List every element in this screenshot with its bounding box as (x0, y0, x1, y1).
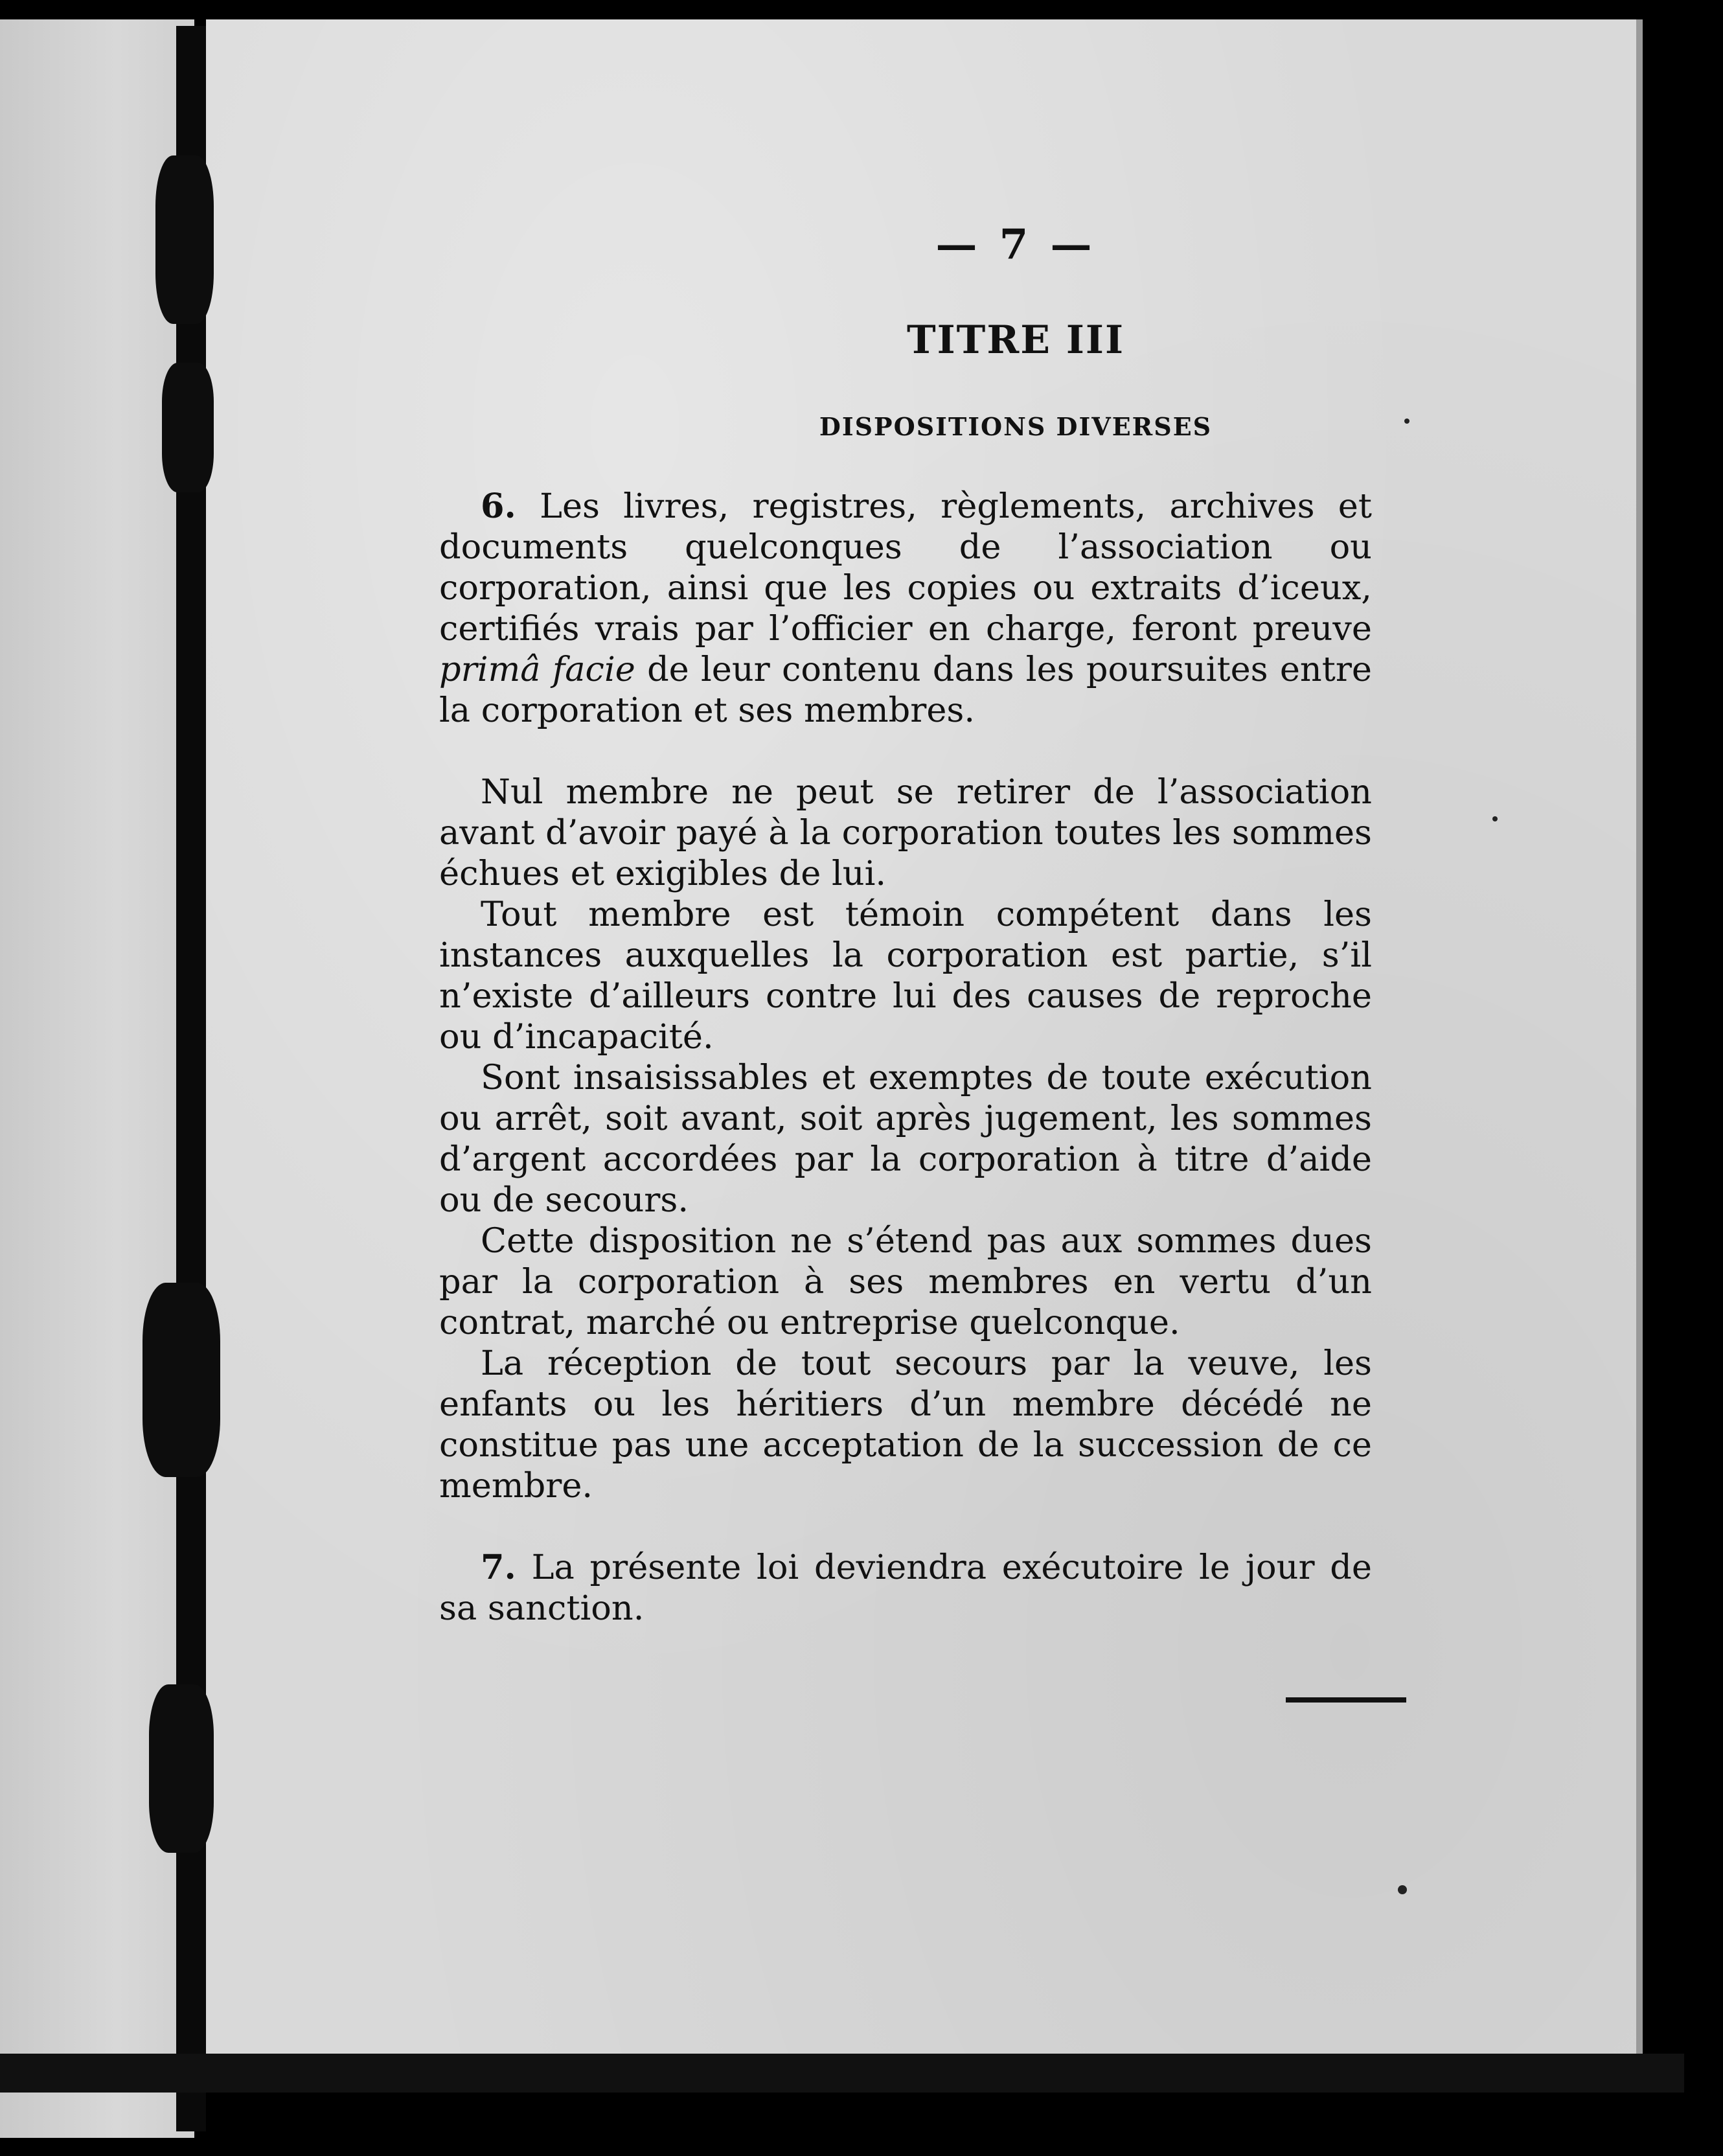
paragraph: Sont insaisissables et exemptes de toute exécution ou arrêt, soit avant, soit après jugement, les sommes d’argent accordées par la corporation à titre d’aide ou de secours. (439, 1058, 1372, 1220)
article-number: 6. (481, 487, 516, 526)
article-7-paragraph (439, 1547, 1372, 1629)
spine-tear (149, 1684, 214, 1853)
article-6-text-start: Les livres, registres, règlements, archives et documents quelconques de l’association ou corporation, ainsi que les copies ou extraits d’iceux, certifiés vrais par l’officier en charge, feront preuve (439, 487, 1372, 648)
page-number: — 7 — (935, 220, 1096, 269)
page-bottom-edge (0, 2054, 1684, 2093)
document-page (206, 19, 1643, 2067)
paragraph: Tout membre est témoin compétent dans les instances auxquelles la corporation est partie, s’il n’existe d’ailleurs contre lui des causes de reproche ou d’incapacité. (439, 895, 1372, 1057)
article-6-text-end: de leur contenu dans les poursuites entre la corporation et ses membres. (439, 650, 1373, 730)
spine-tear (162, 363, 214, 492)
paragraph: Cette disposition ne s’étend pas aux sommes dues par la corporation à ses membres en vertu d’un contrat, marché ou entreprise quelconque. (439, 1221, 1372, 1342)
article-6-paragraph (439, 486, 1372, 731)
end-rule (1286, 1697, 1406, 1703)
paper-speck (1398, 1885, 1407, 1894)
paper-speck (1492, 816, 1498, 821)
paragraph: La réception de tout secours par la veuve, les enfants ou les héritiers d’un membre décédé ne constitue pas une acceptation de la succession de ce membre. (439, 1344, 1372, 1506)
section-subtitle: DISPOSITIONS DIVERSES (819, 412, 1213, 441)
italic-phrase: primâ facie (439, 650, 635, 689)
article-number: 7. (481, 1548, 516, 1587)
spine-tear (155, 155, 214, 324)
paragraph: Nul membre ne peut se retirer de l’association avant d’avoir payé à la corporation toutes les sommes échues et exigibles de lui. (439, 772, 1372, 893)
article-7-text: La présente loi deviendra exécutoire le jour de sa sanction. (439, 1548, 1372, 1628)
body-text (439, 486, 1372, 1629)
spine-tear (143, 1283, 220, 1477)
section-title: TITRE III (906, 317, 1125, 363)
